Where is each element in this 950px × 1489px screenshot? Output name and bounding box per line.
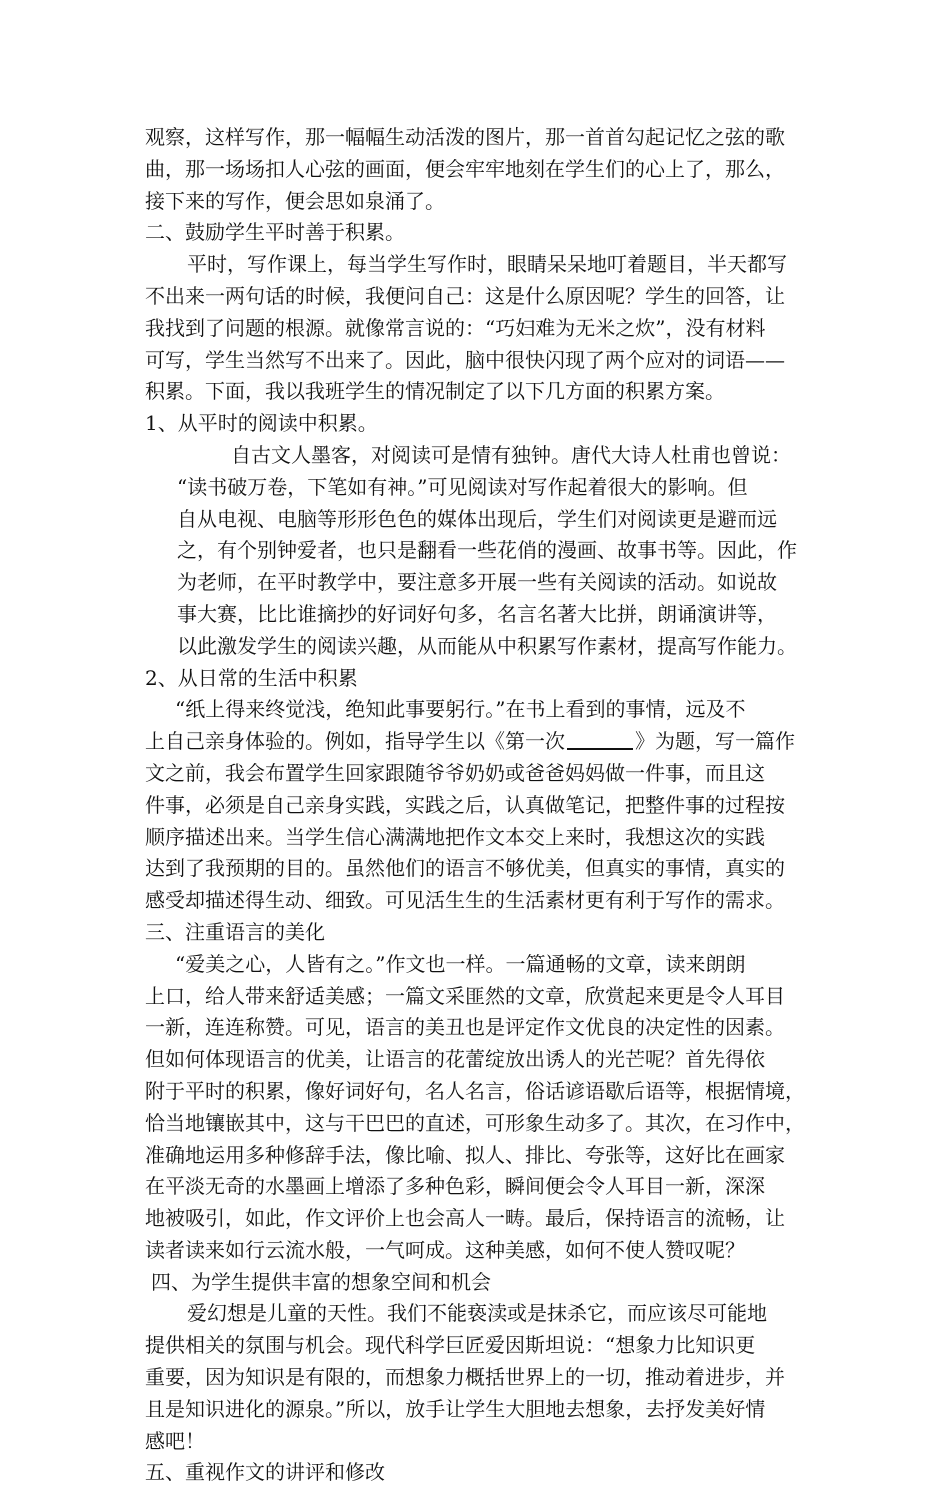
text-line: 恰当地镶嵌其中，这与干巴巴的直述，可形象生动多了。其次，在习作中， bbox=[145, 1110, 805, 1135]
text-line: 自从电视、电脑等形形色色的媒体出现后，学生们对阅读更是避而远 bbox=[177, 506, 777, 531]
text-line: 爱幻想是儿童的天性。我们不能亵渎或是抹杀它，而应该尽可能地 bbox=[187, 1301, 767, 1326]
text-fragment: 上自己亲身体验的。例如，指导学生以《第一次 bbox=[145, 729, 565, 754]
text-line: 之，有个别钟爱者，也只是翻看一些花俏的漫画、故事书等。因此，作 bbox=[177, 538, 797, 563]
section-heading-5: 五、重视作文的讲评和修改 bbox=[145, 1460, 385, 1485]
section-heading-2: 二、鼓励学生平时善于积累。 bbox=[145, 220, 405, 245]
section-heading-3: 三、注重语言的美化 bbox=[145, 919, 325, 944]
text-line: 接下来的写作，便会思如泉涌了。 bbox=[145, 188, 445, 213]
text-line: 读者读来如行云流水般，一气呵成。这种美感，如何不使人赞叹呢？ bbox=[145, 1237, 745, 1262]
fill-in-blank bbox=[567, 748, 633, 750]
text-line: “爱美之心，人皆有之。”作文也一样。一篇通畅的文章，读来朗朗 bbox=[175, 951, 746, 976]
text-line: 提供相关的氛围与机会。现代科学巨匠爱因斯坦说：“想象力比知识更 bbox=[145, 1333, 756, 1358]
text-line: 件事，必须是自己亲身实践，实践之后，认真做笔记，把整件事的过程按 bbox=[145, 792, 785, 817]
subheading-2: 2、从日常的生活中积累 bbox=[145, 665, 358, 690]
text-line: 在平淡无奇的水墨画上增添了多种色彩，瞬间便会令人耳目一新，深深 bbox=[145, 1174, 765, 1199]
text-line: 以此激发学生的阅读兴趣，从而能从中积累写作素材，提高写作能力。 bbox=[177, 633, 797, 658]
text-line: “读书破万卷，下笔如有神。”可见阅读对写作起着很大的影响。但 bbox=[177, 474, 748, 499]
text-line: 地被吸引，如此，作文评价上也会高人一畴。最后，保持语言的流畅，让 bbox=[145, 1206, 785, 1231]
text-line: 我找到了问题的根源。就像常言说的：“巧妇难为无米之炊”，没有材料 bbox=[145, 315, 766, 340]
text-line: 自古文人墨客，对阅读可是情有独钟。唐代大诗人杜甫也曾说： bbox=[231, 442, 791, 467]
text-line: “纸上得来终觉浅，绝知此事要躬行。”在书上看到的事情，远及不 bbox=[175, 697, 746, 722]
text-line: 事大赛，比比谁摘抄的好词好句多，名言名著大比拼，朗诵演讲等， bbox=[177, 601, 777, 626]
text-line: 平时，写作课上，每当学生写作时，眼睛呆呆地叮着题目，半天都写 bbox=[187, 252, 787, 277]
text-line: 为老师，在平时教学中，要注意多开展一些有关阅读的活动。如说故 bbox=[177, 570, 777, 595]
text-line: 可写，学生当然写不出来了。因此，脑中很快闪现了两个应对的词语—— bbox=[145, 347, 785, 372]
text-line: 观察，这样写作，那一幅幅生动活泼的图片，那一首首勾起记忆之弦的歌 bbox=[145, 125, 785, 149]
document-body bbox=[145, 122, 817, 1489]
text-line: 上口，给人带来舒适美感；一篇文采匪然的文章，欣赏起来更是令人耳目 bbox=[145, 983, 785, 1008]
text-line: 不出来一两句话的时候，我便问自己：这是什么原因呢？学生的回答，让 bbox=[145, 283, 785, 308]
text-line: 一新，连连称赞。可见，语言的美丑也是评定作文优良的决定性的因素。 bbox=[145, 1015, 785, 1040]
text-line: 顺序描述出来。当学生信心满满地把作文本交上来时，我想这次的实践 bbox=[145, 824, 765, 849]
text-line: 重要，因为知识是有限的，而想象力概括世界上的一切，推动着进步，并 bbox=[145, 1365, 785, 1390]
text-line: 准确地运用多种修辞手法，像比喻、拟人、排比、夸张等，这好比在画家 bbox=[145, 1142, 785, 1167]
text-line: 感吧！ bbox=[145, 1428, 205, 1453]
text-line bbox=[145, 726, 817, 758]
text-line: 积累。下面，我以我班学生的情况制定了以下几方面的积累方案。 bbox=[145, 379, 725, 404]
text-line: 感受却描述得生动、细致。可见活生生的生活素材更有利于写作的需求。 bbox=[145, 888, 785, 913]
text-line: 但如何体现语言的优美，让语言的花蕾绽放出诱人的光芒呢？首先得依 bbox=[145, 1047, 765, 1072]
subheading-1: 1、从平时的阅读中积累。 bbox=[145, 411, 378, 436]
text-line: 附于平时的积累，像好词好句，名人名言，俗话谚语歇后语等，根据情境， bbox=[145, 1078, 805, 1103]
text-line: 曲，那一场场扣人心弦的画面，便会牢牢地刻在学生们的心上了，那么， bbox=[145, 156, 785, 181]
text-line: 达到了我预期的目的。虽然他们的语言不够优美，但真实的事情，真实的 bbox=[145, 856, 785, 881]
text-line: 文之前，我会布置学生回家跟随爷爷奶奶或爸爸妈妈做一件事，而且这 bbox=[145, 760, 765, 785]
text-line: 且是知识进化的源泉。”所以，放手让学生大胆地去想象，去抒发美好情 bbox=[145, 1396, 766, 1421]
text-fragment: 》为题，写一篇作 bbox=[635, 729, 795, 754]
section-heading-4: 四、为学生提供丰富的想象空间和机会 bbox=[151, 1269, 491, 1294]
